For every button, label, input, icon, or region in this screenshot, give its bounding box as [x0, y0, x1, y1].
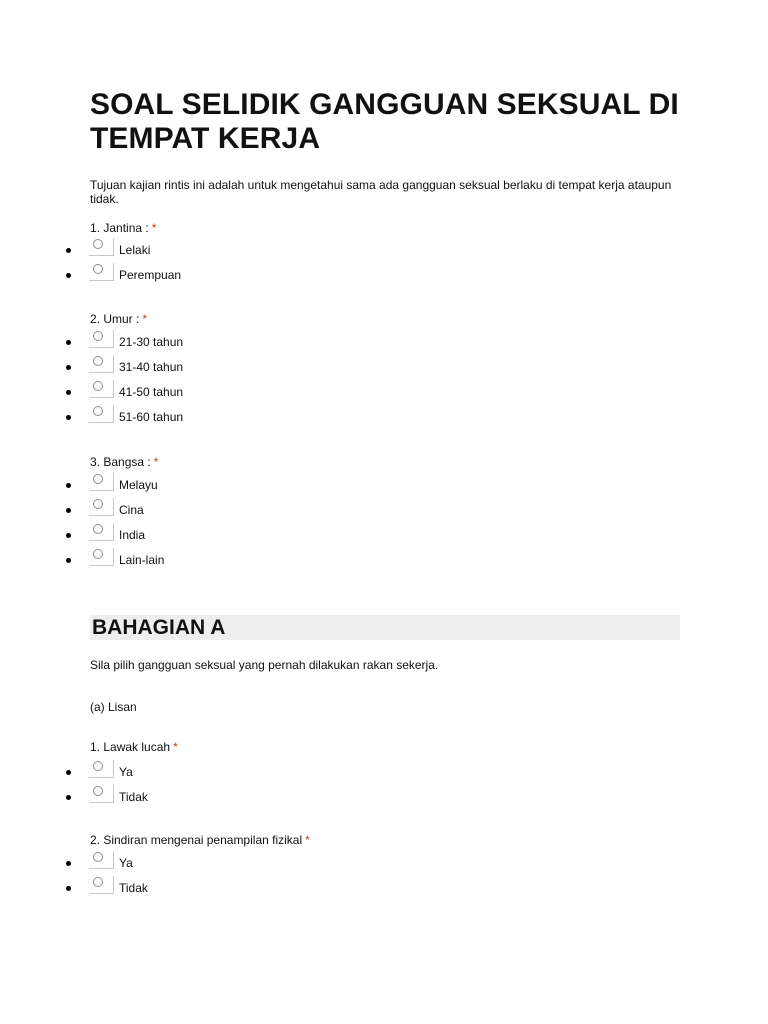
- radio-button[interactable]: [89, 473, 114, 491]
- question-text: 1. Lawak lucah: [90, 740, 171, 754]
- option-51-60: [0, 407, 400, 432]
- radio-button[interactable]: [89, 523, 114, 541]
- form-description: Tujuan kajian rintis ini adalah untuk mengetahui sama ada gangguan seksual berlaku di tempat kerja ataupun tidak.: [90, 178, 672, 206]
- option-41-50: [0, 382, 400, 407]
- radio-circle-icon: [93, 761, 103, 771]
- option-label: Cina: [119, 503, 144, 517]
- bullet-icon: [66, 886, 71, 891]
- section-instruction: Sila pilih gangguan seksual yang pernah dilakukan rakan sekerja.: [90, 658, 439, 672]
- radio-button[interactable]: [89, 405, 114, 423]
- required-marker: *: [173, 740, 178, 754]
- radio-circle-icon: [93, 331, 103, 341]
- bullet-icon: [66, 533, 71, 538]
- subsection-title: (a) Lisan: [90, 700, 137, 714]
- option-label: Melayu: [119, 478, 158, 492]
- required-marker: *: [142, 312, 148, 326]
- option-label: 51-60 tahun: [119, 410, 184, 424]
- option-tidak: [0, 878, 400, 903]
- radio-button[interactable]: [89, 238, 114, 256]
- option-21-30: [0, 332, 400, 357]
- radio-circle-icon: [93, 852, 103, 862]
- radio-circle-icon: [93, 877, 103, 887]
- options-lawak-lucah: [0, 762, 400, 812]
- options-jantina: [0, 240, 400, 290]
- question-label-lawak-lucah: [90, 740, 178, 754]
- bullet-icon: [66, 365, 71, 370]
- required-marker: *: [153, 455, 159, 469]
- option-31-40: [0, 357, 400, 382]
- form-title: SOAL SELIDIK GANGGUAN SEKSUAL DI TEMPAT KERJA: [90, 88, 679, 155]
- option-label: 41-50 tahun: [119, 385, 184, 399]
- option-ya: [0, 853, 400, 878]
- bullet-icon: [66, 248, 71, 253]
- radio-button[interactable]: [89, 548, 114, 566]
- bullet-icon: [66, 273, 71, 278]
- radio-circle-icon: [93, 549, 103, 559]
- option-lain-lain: [0, 550, 400, 575]
- options-umur: [0, 332, 400, 432]
- option-label: Ya: [119, 856, 133, 870]
- radio-circle-icon: [93, 786, 103, 796]
- bullet-icon: [66, 795, 71, 800]
- radio-button[interactable]: [89, 330, 114, 348]
- option-label: Perempuan: [119, 268, 182, 282]
- radio-circle-icon: [93, 381, 103, 391]
- radio-button[interactable]: [89, 380, 114, 398]
- option-label: India: [119, 528, 146, 542]
- required-marker: *: [305, 833, 310, 847]
- bullet-icon: [66, 415, 71, 420]
- option-label: Tidak: [119, 881, 148, 895]
- bullet-icon: [66, 861, 71, 866]
- option-label: Tidak: [119, 790, 148, 804]
- option-label: Ya: [119, 765, 133, 779]
- question-text: 1. Jantina :: [90, 221, 149, 235]
- radio-button[interactable]: [89, 851, 114, 869]
- option-lelaki: [0, 240, 400, 265]
- radio-button[interactable]: [89, 785, 114, 803]
- option-perempuan: [0, 265, 400, 290]
- radio-button[interactable]: [89, 355, 114, 373]
- radio-circle-icon: [93, 239, 103, 249]
- question-label-jantina: [90, 221, 156, 235]
- question-text: 2. Sindiran mengenai penampilan fizikal: [90, 833, 303, 847]
- section-title: BAHAGIAN A: [92, 616, 226, 639]
- radio-circle-icon: [93, 356, 103, 366]
- bullet-icon: [66, 508, 71, 513]
- required-marker: *: [151, 221, 157, 235]
- radio-circle-icon: [93, 499, 103, 509]
- question-label-sindiran: [90, 833, 310, 847]
- options-sindiran: [0, 853, 400, 903]
- radio-button[interactable]: [89, 263, 114, 281]
- option-tidak: [0, 787, 400, 812]
- option-label: 31-40 tahun: [119, 360, 184, 374]
- option-label: 21-30 tahun: [119, 335, 184, 349]
- bullet-icon: [66, 558, 71, 563]
- radio-circle-icon: [93, 474, 103, 484]
- bullet-icon: [66, 483, 71, 488]
- bullet-icon: [66, 340, 71, 345]
- option-melayu: [0, 475, 400, 500]
- question-text: 2. Umur :: [90, 312, 140, 326]
- section-header: [90, 615, 680, 640]
- radio-button[interactable]: [89, 876, 114, 894]
- question-text: 3. Bangsa :: [90, 455, 151, 469]
- option-label: Lain-lain: [119, 553, 165, 567]
- radio-circle-icon: [93, 524, 103, 534]
- radio-button[interactable]: [89, 760, 114, 778]
- question-label-umur: [90, 312, 147, 326]
- bullet-icon: [66, 770, 71, 775]
- option-india: [0, 525, 400, 550]
- bullet-icon: [66, 390, 71, 395]
- question-label-bangsa: [90, 455, 158, 469]
- option-ya: [0, 762, 400, 787]
- options-bangsa: [0, 475, 400, 575]
- radio-circle-icon: [93, 406, 103, 416]
- radio-circle-icon: [93, 264, 103, 274]
- radio-button[interactable]: [89, 498, 114, 516]
- option-cina: [0, 500, 400, 525]
- option-label: Lelaki: [119, 243, 151, 257]
